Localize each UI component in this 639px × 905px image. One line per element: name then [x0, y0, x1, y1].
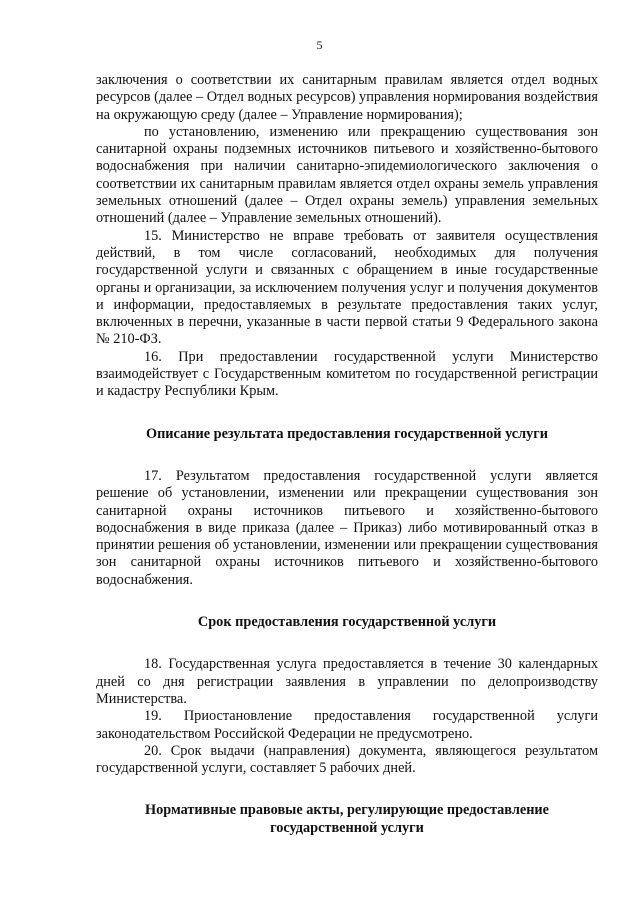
paragraph-sanitary-zones: по установлению, изменению или прекращению существования зон санитарной охраны подземных источников питьевого и хозяйственно-бытового водоснабжения при наличии санитарно-эпидемиологического заключения о соответствии их санитарным правилам является отдел охраны земель управления земельных отношений (далее – Отдел охраны земель) управления земельных отношений (далее – Управление земельных отношений).	[96, 123, 598, 227]
paragraph-17: 17. Результатом предоставления государственной услуги является решение об установлении, изменении или прекращении существования зон санитарной охраны источников питьевого и хозяйственно-бытового водоснабжения в виде приказа (далее – Приказ) либо мотивированный отказ в принятии решения об установлении, изменении или прекращении существования зон санитарной охраны источников питьевого и хозяйственно-бытового водоснабжения.	[96, 467, 598, 588]
page-number: 5	[316, 38, 323, 52]
heading-result: Описание результата предоставления государственной услуги	[145, 425, 549, 442]
paragraph-16: 16. При предоставлении государственной услуги Министерство взаимодействует с Государственным комитетом по государственной регистрации и кадастру Республики Крым.	[96, 348, 598, 400]
paragraph-19: 19. Приостановление предоставления государственной услуги законодательством Российской Федерации не предусмотрено.	[96, 708, 598, 742]
paragraph-18: 18. Государственная услуга предоставляется в течение 30 календарных дней со дня регистрации заявления в управлении по делопроизводству Министерства.	[96, 656, 598, 707]
paragraph-water-resources: заключения о соответствии их санитарным правилам является отдел водных ресурсов (далее – Отдел водных ресурсов) управления нормирования воздействия на окружающую среду (далее – Управление нормирования);	[96, 72, 598, 123]
heading-acts-line2: государственной услуги	[270, 819, 424, 836]
document-body	[96, 72, 598, 837]
heading-term: Срок предоставления государственной услуги	[197, 614, 497, 631]
heading-acts-line1: Нормативные правовые акты, регулирующие предоставление	[144, 802, 550, 819]
paragraph-20: 20. Срок выдачи (направления) документа, являющегося результатом государственной услуги, составляет 5 рабочих дней.	[96, 742, 598, 777]
paragraph-15: 15. Министерство не вправе требовать от заявителя осуществления действий, в том числе согласований, необходимых для получения государственной услуги и связанных с обращением в иные государственные органы и организации, за исключением получения услуг и получения документов и информации, предоставляемых в результате предоставления таких услуг, включенных в перечни, указанные в части первой статьи 9 Федерального закона № 210-ФЗ.	[96, 227, 598, 348]
